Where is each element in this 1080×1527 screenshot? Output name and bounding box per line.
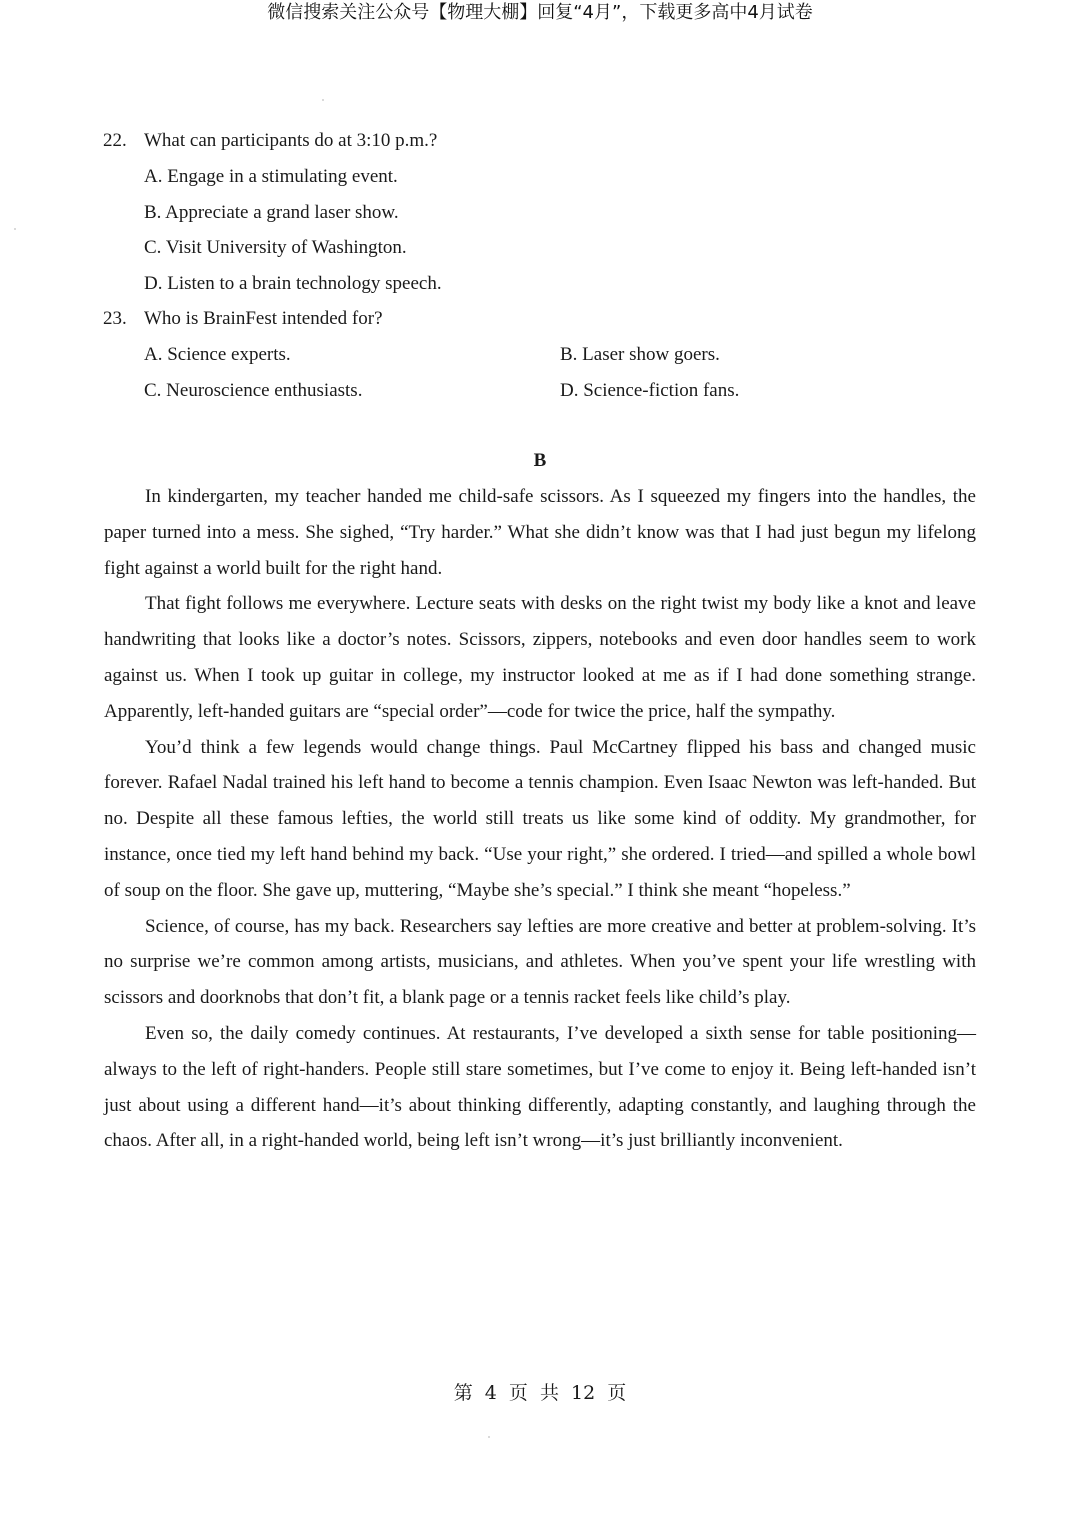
option-b: B. Laser show goers. <box>560 344 720 365</box>
question-number: 23. <box>103 308 127 329</box>
question-number: 22. <box>103 130 127 151</box>
option-c: C. Visit University of Washington. <box>144 237 407 259</box>
option-b: B. Appreciate a grand laser show. <box>144 201 399 223</box>
passage-paragraph: Science, of course, has my back. Researchers say lefties are more creative and better at problem-solving. It’s no surprise we’re common among artists, musicians, and athletes. When you’ve spent your life wrestling with scissors and doorknobs that don’t fit, a blank page or a tennis racket feels like child’s play. <box>104 915 976 1009</box>
promo-banner: 微信搜索关注公众号【物理大棚】回复“4月”，下载更多高中4月试卷 <box>267 2 813 23</box>
passage-paragraph: Even so, the daily comedy continues. At restaurants, I’ve developed a sixth sense for table positioning—always to the left of right-handers. People still stare sometimes, but I’ve come to enjoy it. Being left-handed isn’t just about using a different hand—it’s about thinking differently, adapting constantly, and laughing through the chaos. After all, in a right-handed world, being left isn’t wrong—it’s just brilliantly inconvenient. <box>104 1022 976 1152</box>
reading-passage <box>104 479 976 1159</box>
question-stem <box>103 123 983 159</box>
question-text: Who is BrainFest intended for? <box>144 308 383 329</box>
passage-paragraph: That fight follows me everywhere. Lecture seats with desks on the right twist my body like a knot and leave handwriting that looks like a doctor’s notes. Scissors, zippers, notebooks and even door handles seem to work against us. When I took up guitar in college, my instructor looked at me as if I had done something strange. Apparently, left-handed guitars are “special order”—code for twice the price, half the sympathy. <box>104 593 976 722</box>
question-text: What can participants do at 3:10 p.m.? <box>144 130 438 151</box>
option-c: C. Neuroscience enthusiasts. <box>144 379 363 401</box>
passage-paragraph: In kindergarten, my teacher handed me child-safe scissors. As I squeezed my fingers into the handles, the paper turned into a mess. She sighed, “Try harder.” What she didn’t know was that I had just begun my lifelong fight against a world built for the right hand. <box>104 486 976 579</box>
question-22 <box>103 123 983 301</box>
scan-speck <box>322 99 324 101</box>
scan-speck <box>14 228 16 230</box>
option-d: D. Science-fiction fans. <box>560 379 740 401</box>
scan-speck <box>488 1436 490 1438</box>
section-title: B <box>533 450 547 471</box>
passage-paragraph: You’d think a few legends would change things. Paul McCartney flipped his bass and changed music forever. Rafael Nadal trained his left hand to become a tennis champion. Even Isaac Newton was left-handed. But no. Despite all these famous lefties, the world still treats us like some kind of oddity. My grandmother, for instance, once tied my left hand behind my back. “Use your right,” she ordered. I tried—and spilled a whole bowl of soup on the floor. She gave up, muttering, “Maybe she’s special.” I think she meant “hopeless.” <box>104 736 976 901</box>
question-stem <box>103 301 983 337</box>
page-number: 第 4 页 共 12 页 <box>453 1382 627 1404</box>
option-d: D. Listen to a brain technology speech. <box>144 272 442 294</box>
option-a: A. Science experts. <box>144 344 291 365</box>
option-a: A. Engage in a stimulating event. <box>144 166 398 187</box>
option-grid <box>103 337 983 408</box>
question-23 <box>103 301 983 408</box>
